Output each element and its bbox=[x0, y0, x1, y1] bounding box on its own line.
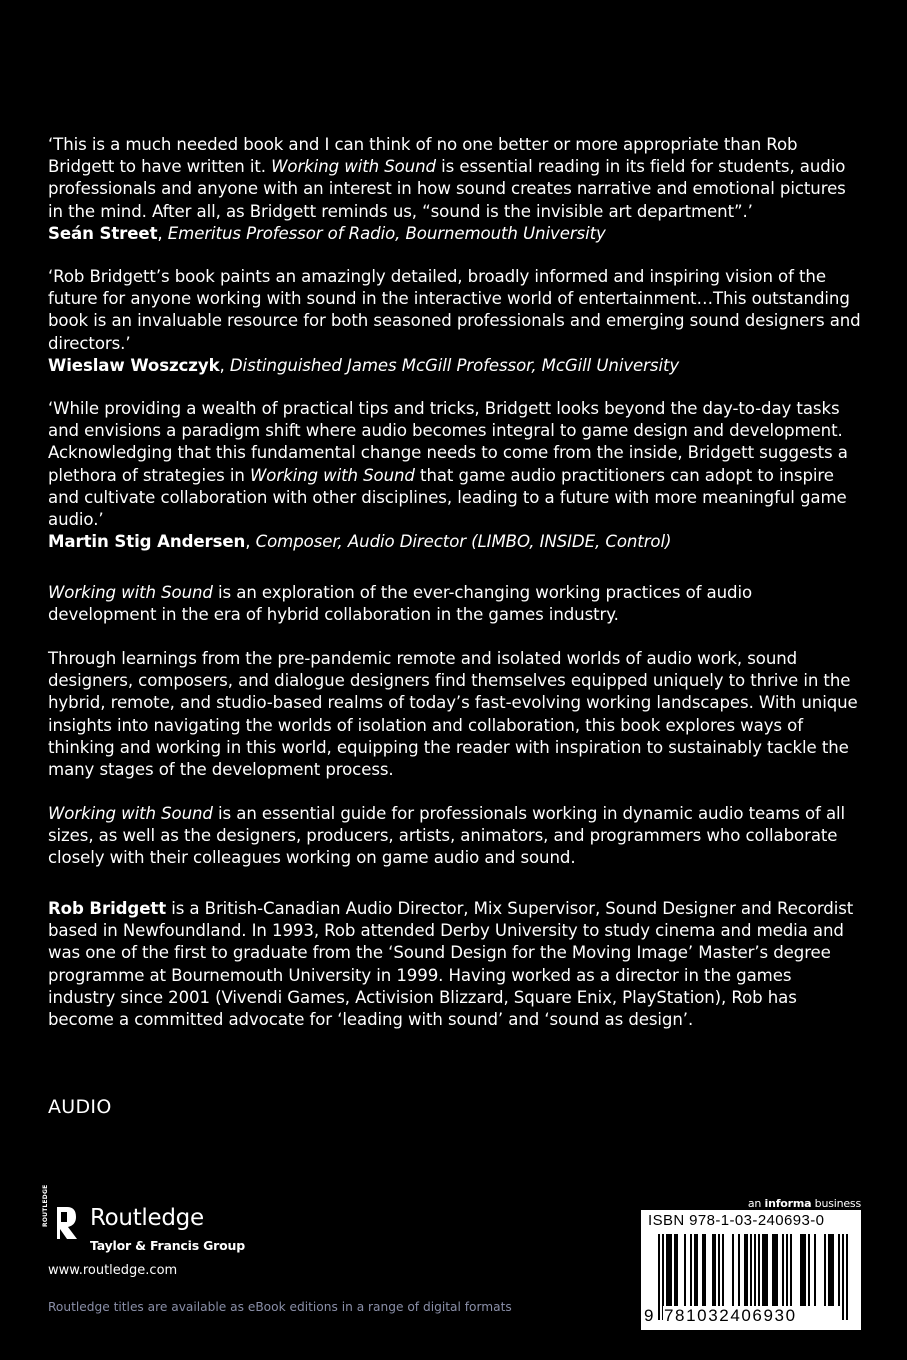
book-title: Working with Sound bbox=[48, 804, 213, 823]
barcode-bar bbox=[746, 1234, 748, 1306]
barcode-bar bbox=[744, 1234, 746, 1306]
barcode-bar bbox=[772, 1234, 774, 1306]
barcode-bar bbox=[694, 1234, 696, 1306]
publisher-logo bbox=[42, 1184, 248, 1261]
book-title: Working with Sound bbox=[250, 465, 415, 485]
barcode-bar bbox=[738, 1234, 740, 1306]
description-paragraph-2: Through learnings from the pre-pandemic remote and isolated worlds of audio work, sound designers, composers, and dialogue designers find themselves equipped uniquely to thrive in the hybrid, remote, and studio-based realms of today’s fast-evolving working landscapes. With unique insights into navigating the worlds of isolation and collaboration, this book explores ways of thinking and working in this world, equipping the reader with inspiration to sustainably tackle the many stages of the development process. bbox=[48, 649, 858, 780]
barcode-bar bbox=[702, 1234, 704, 1306]
barcode-bar bbox=[714, 1234, 716, 1306]
subject-category: AUDIO bbox=[48, 1096, 112, 1118]
ebook-note: Routledge titles are available as eBook editions in a range of digital formats bbox=[48, 1300, 512, 1314]
barcode-bar bbox=[732, 1234, 734, 1306]
endorsement-quote: ‘Rob Bridgett’s book paints an amazingly detailed, broadly informed and inspiring vision of the future for anyone working with sound in the interactive world of entertainment…This outstanding book is an invaluable resource for both seasoned professionals and emerging sound designers and directors.’ bbox=[48, 267, 861, 353]
barcode-bar bbox=[776, 1234, 778, 1306]
barcode-bar bbox=[814, 1234, 816, 1306]
logo-vertical-text: ROUTLEDGE bbox=[42, 1184, 49, 1227]
author-bio: Rob Bridgett is a British-Canadian Audio Director, Mix Supervisor, Sound Designer and Recordist based in Newfoundland. In 1993, Rob attended Derby University to study cinema and media and was one of the first to graduate from the ‘Sound Design for the Moving Image’ Master’s degree programme at Bournemouth University in 1999. Having worked as a director in the games industry since 2001 (Vivendi Games, Activision Blizzard, Square Enix, PlayStation), Rob has become a committed advocate for ‘leading with sound’ and ‘sound as design’. bbox=[48, 899, 854, 1030]
endorsement-quote: ‘While providing a wealth of practical tips and tricks, Bridgett looks beyond the day-to-day tasks and envisions a paradigm shift where audio becomes integral to game design and development. Acknowledging that this fundamental change needs to come from the inside, Bridgett suggests a plethora of strategies in Working with Sound that game audio practitioners can adopt to inspire and cultivate collaboration with other disciplines, leading to a future with more meaningful game audio.’ bbox=[48, 399, 848, 530]
barcode-bar bbox=[758, 1234, 760, 1306]
barcode-bar bbox=[800, 1234, 802, 1306]
endorsement-andersen bbox=[48, 398, 863, 553]
endorsement-attribution: Seán Street, Emeritus Professor of Radio, Bournemouth University bbox=[48, 223, 606, 243]
barcode-bar bbox=[802, 1234, 804, 1306]
barcode-bar bbox=[808, 1234, 810, 1306]
barcode-bar bbox=[668, 1234, 670, 1306]
description-paragraph-3: Working with Sound is an essential guide for professionals working in dynamic audio teams of all sizes, as well as the designers, producers, artists, animators, and programmers who collaborate closely with their colleagues working on game audio and sound. bbox=[48, 804, 846, 868]
endorser-name: Seán Street bbox=[48, 223, 158, 243]
barcode-bar bbox=[684, 1234, 686, 1306]
endorsement-woszczyk bbox=[48, 266, 863, 377]
publisher-name: Routledge bbox=[90, 1205, 204, 1231]
barcode-bar bbox=[674, 1234, 676, 1306]
author-name: Rob Bridgett bbox=[48, 899, 167, 918]
barcode-bar bbox=[804, 1234, 806, 1306]
barcode-bar bbox=[670, 1234, 672, 1306]
isbn-label: ISBN 978-1-03-240693-0 bbox=[648, 1212, 825, 1229]
barcode-bar bbox=[712, 1234, 714, 1306]
informa-tagline: an informa business bbox=[747, 1197, 861, 1210]
barcode-first-digit: 9 bbox=[644, 1306, 654, 1325]
barcode-bar bbox=[762, 1234, 764, 1306]
endorser-affiliation: Composer, Audio Director (LIMBO, INSIDE, Control) bbox=[255, 532, 672, 552]
endorser-affiliation: Emeritus Professor of Radio, Bournemouth University bbox=[167, 223, 606, 243]
barcode-bar bbox=[666, 1234, 668, 1306]
barcode-bar bbox=[658, 1234, 660, 1320]
barcode-bar bbox=[696, 1234, 698, 1306]
barcode-bar bbox=[782, 1234, 784, 1306]
barcode-bar bbox=[830, 1234, 832, 1306]
barcode-bar bbox=[824, 1234, 826, 1306]
routledge-logo-icon bbox=[48, 1205, 78, 1255]
description-paragraph-1: Working with Sound is an exploration of the ever-changing working practices of audio development in the era of hybrid collaboration in the games industry. bbox=[48, 583, 753, 625]
barcode-bar bbox=[786, 1234, 788, 1306]
barcode-bar bbox=[828, 1234, 830, 1306]
barcode-bar bbox=[838, 1234, 840, 1306]
barcode-bar bbox=[722, 1234, 724, 1306]
barcode-digits: 781032406930 bbox=[664, 1306, 797, 1325]
book-title: Working with Sound bbox=[48, 583, 213, 602]
barcode-bar bbox=[846, 1234, 848, 1320]
barcode-bar bbox=[764, 1234, 766, 1306]
barcode-bar bbox=[842, 1234, 844, 1320]
barcode-bar bbox=[790, 1234, 792, 1306]
barcode-bar bbox=[766, 1234, 768, 1306]
barcode-bar bbox=[774, 1234, 776, 1306]
book-title: Working with Sound bbox=[271, 157, 436, 177]
endorser-affiliation: Distinguished James McGill Professor, McGill University bbox=[229, 355, 680, 375]
barcode-bar bbox=[676, 1234, 678, 1306]
publisher-group: Taylor & Francis Group bbox=[90, 1238, 245, 1253]
publisher-website: www.routledge.com bbox=[48, 1263, 178, 1278]
barcode-bar bbox=[832, 1234, 834, 1306]
barcode-bar bbox=[718, 1234, 720, 1306]
isbn-barcode bbox=[641, 1210, 861, 1330]
endorser-name: Wieslaw Woszczyk bbox=[48, 355, 220, 375]
endorsement-attribution: Martin Stig Andersen, Composer, Audio Director (LIMBO, INSIDE, Control) bbox=[48, 532, 672, 552]
endorsement-quote: ‘This is a much needed book and I can think of no one better or more appropriate than Rob Bridgett to have written it. Working with Sound is essential reading in its field for students, audio professionals and anyone with an interest in how sound creates narrative and emotional pictures in the mind. After all, as Bridgett reminds us, “sound is the invisible art department”.’ bbox=[48, 135, 846, 221]
barcode-bar bbox=[704, 1234, 706, 1306]
endorsement-street bbox=[48, 134, 863, 245]
endorsement-attribution: Wieslaw Woszczyk, Distinguished James McGill Professor, McGill University bbox=[48, 355, 680, 375]
endorser-name: Martin Stig Andersen bbox=[48, 532, 246, 552]
barcode-bar bbox=[690, 1234, 692, 1306]
